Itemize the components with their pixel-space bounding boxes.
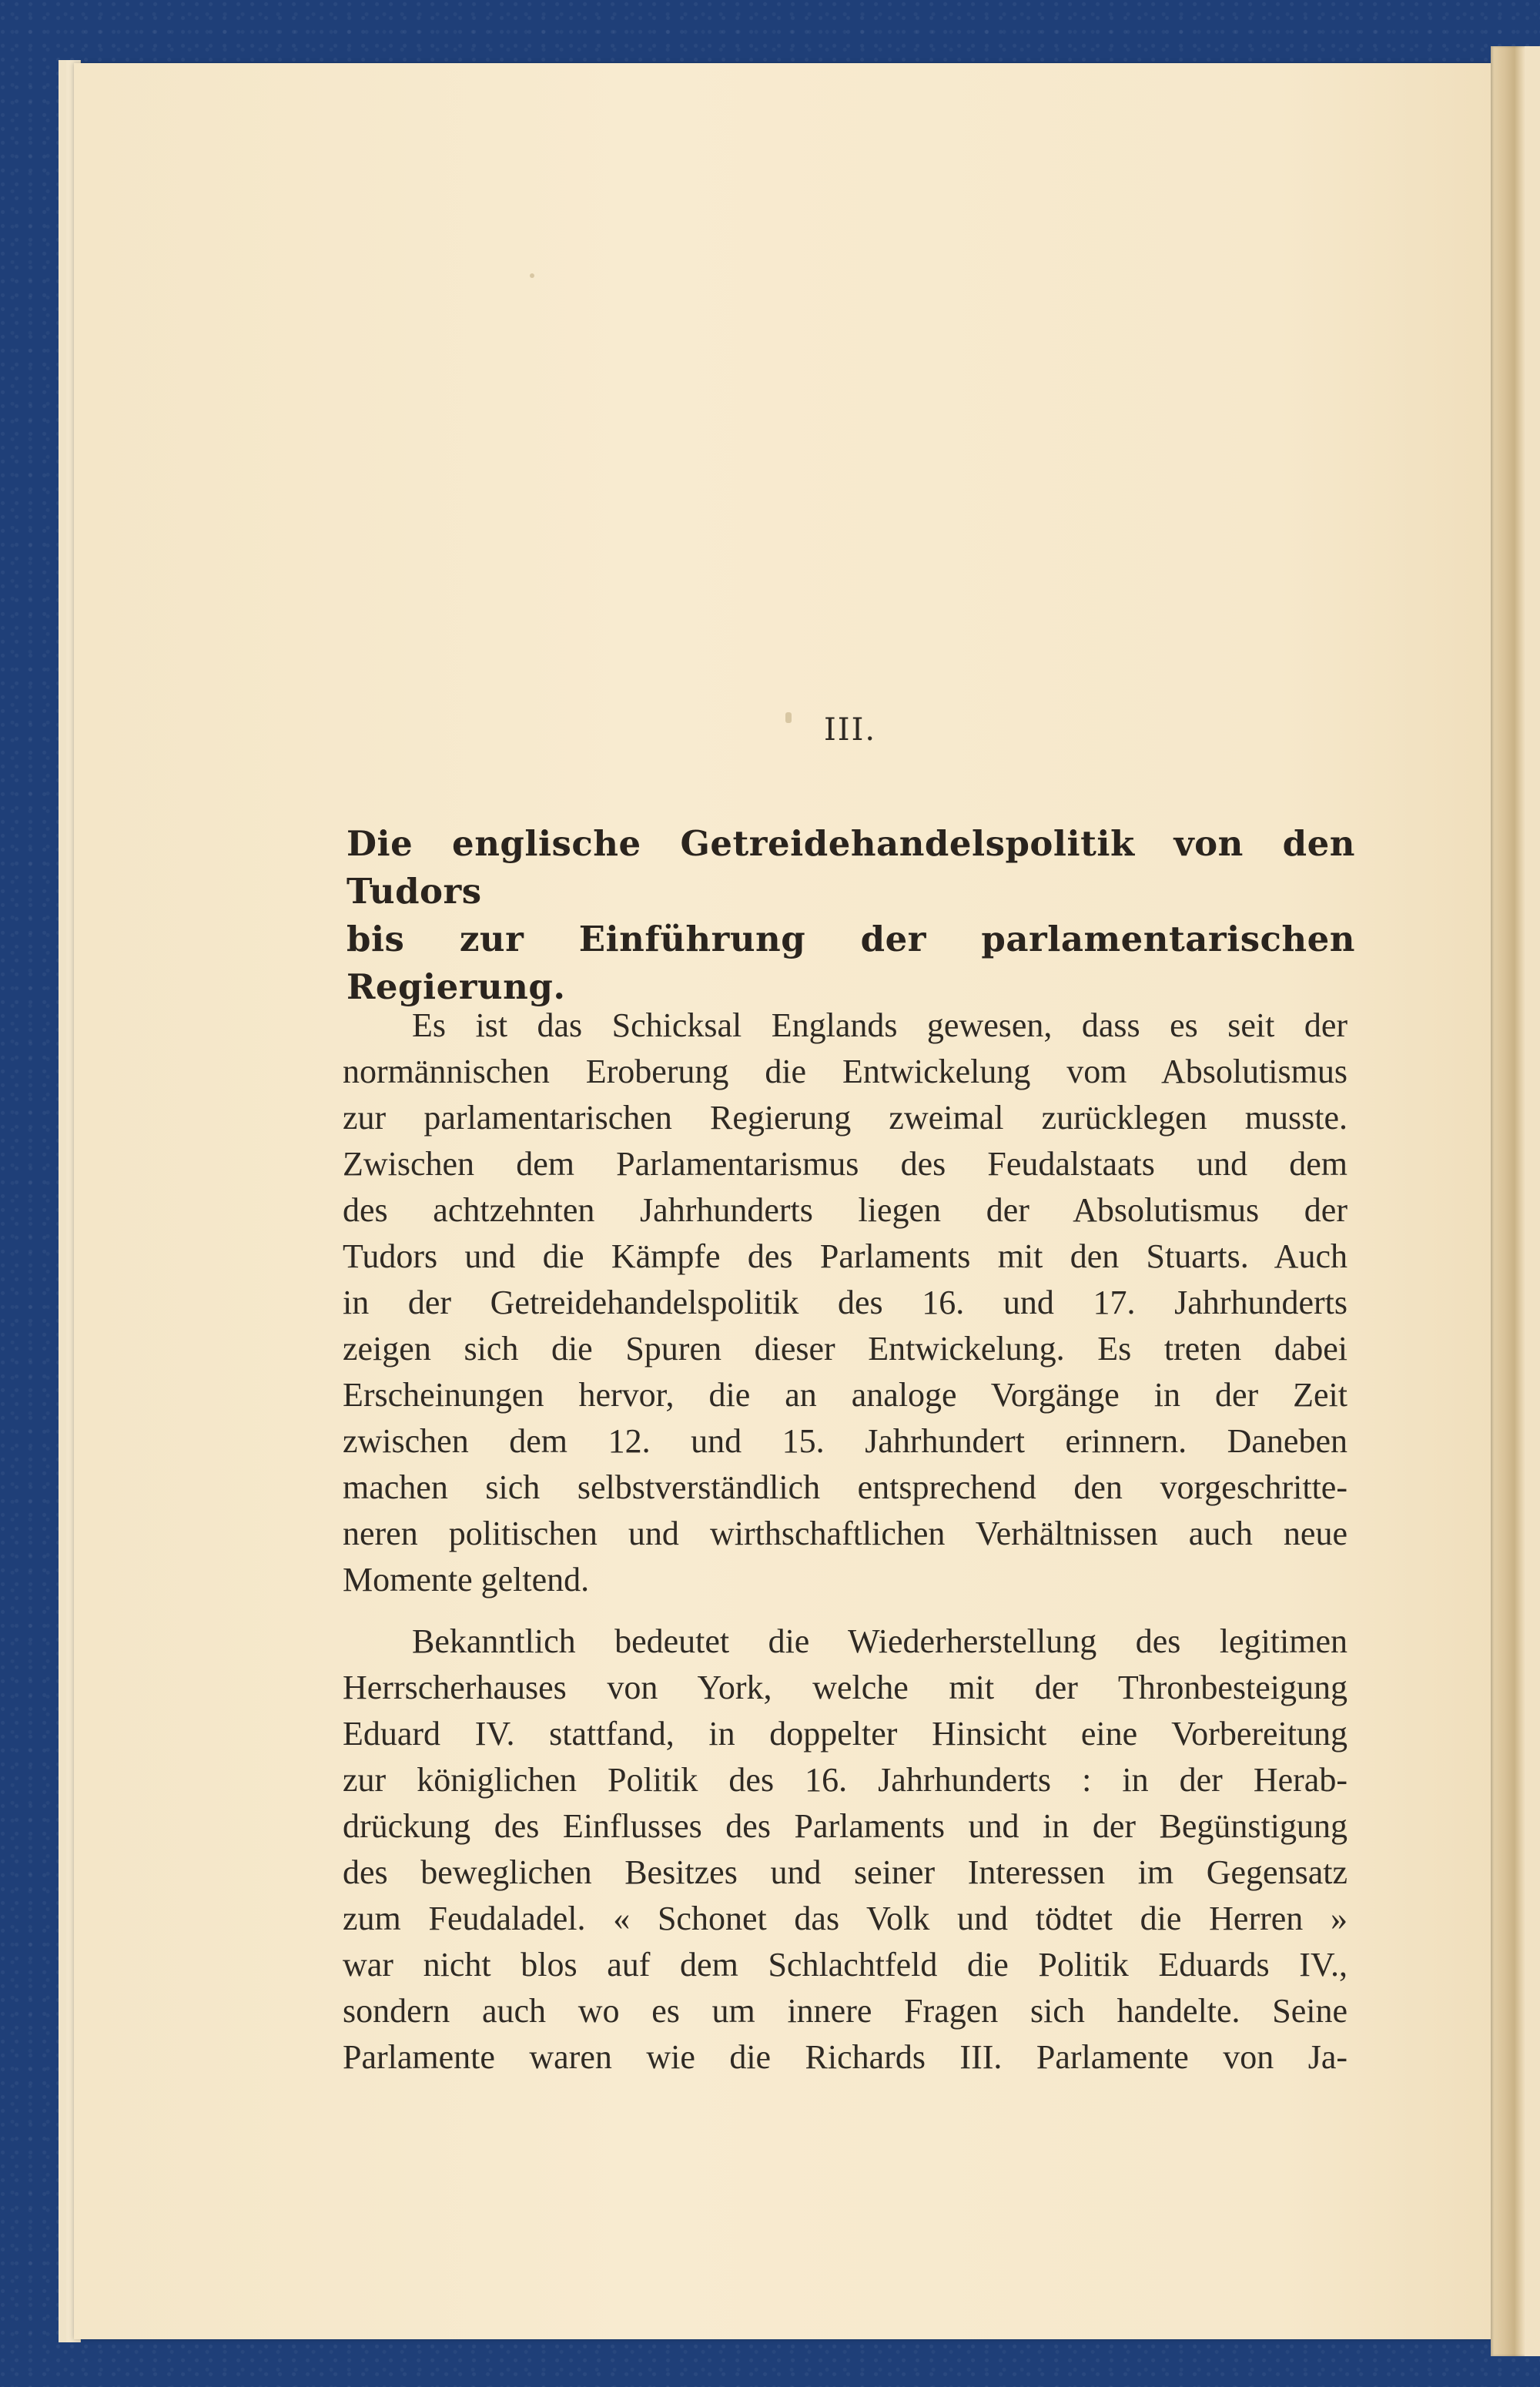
speck — [785, 712, 792, 723]
text-line: normännischen Eroberung die Entwickelung vom Absolutismus — [343, 1053, 1348, 1090]
text-line: Es ist das Schicksal Englands gewesen, dass es seit der — [412, 1006, 1348, 1044]
text-line: des beweglichen Besitzes und seiner Interessen im Gegensatz — [343, 1853, 1348, 1891]
text-line: war nicht blos auf dem Schlachtfeld die Politik Eduards IV., — [343, 1946, 1348, 1984]
book-spine — [1491, 46, 1525, 2356]
text-line: in der Getreidehandelspolitik des 16. und 17. Jahrhunderts — [343, 1284, 1348, 1321]
facing-page-edge — [1525, 46, 1540, 2356]
text-line: sondern auch wo es um innere Fragen sich handelte. Seine — [343, 1992, 1348, 2030]
text-line: zur parlamentarischen Regierung zweimal zurücklegen musste. — [343, 1099, 1348, 1137]
text-line: zum Feudaladel. « Schonet das Volk und tödtet die Herren » — [343, 1900, 1348, 1937]
text-line: neren politischen und wirthschaftlichen Verhältnissen auch neue — [343, 1515, 1348, 1552]
text-line: Momente geltend. — [343, 1561, 590, 1599]
text-line: des achtzehnten Jahrhunderts liegen der Absolutismus der — [343, 1191, 1348, 1229]
text-line: Bekanntlich bedeutet die Wiederherstellung des legitimen — [412, 1622, 1348, 1660]
text-line: machen sich selbstverständlich entsprechend den vorgeschritte- — [343, 1468, 1348, 1506]
text-line: zur königlichen Politik des 16. Jahrhunderts : in der Herab- — [343, 1761, 1348, 1799]
chapter-number: III. — [824, 712, 877, 748]
heading-line: Die englische Getreidehandelspolitik von den Tudors — [346, 823, 1355, 912]
text-line: Eduard IV. stattfand, in doppelter Hinsicht eine Vorbereitung — [343, 1715, 1348, 1753]
text-line: Parlamente waren wie die Richards III. Parlamente von Ja- — [343, 2038, 1348, 2076]
text-line: Zwischen dem Parlamentarismus des Feudalstaats und dem — [343, 1145, 1348, 1183]
heading-line: bis zur Einführung der parlamentarischen Regierung. — [346, 919, 1355, 1007]
text-line: Herrscherhauses von York, welche mit der Thronbesteigung — [343, 1669, 1348, 1706]
text-line: drückung des Einflusses des Parlaments und in der Begünstigung — [343, 1807, 1348, 1845]
chapter-heading — [346, 820, 1355, 1011]
text-line: Tudors und die Kämpfe des Parlaments mit den Stuarts. Auch — [343, 1237, 1348, 1275]
speck — [530, 273, 534, 278]
text-line: zwischen dem 12. und 15. Jahrhundert erinnern. Daneben — [343, 1422, 1348, 1460]
text-line: Erscheinungen hervor, die an analoge Vorgänge in der Zeit — [343, 1376, 1348, 1414]
text-line: zeigen sich die Spuren dieser Entwickelung. Es treten dabei — [343, 1330, 1348, 1368]
